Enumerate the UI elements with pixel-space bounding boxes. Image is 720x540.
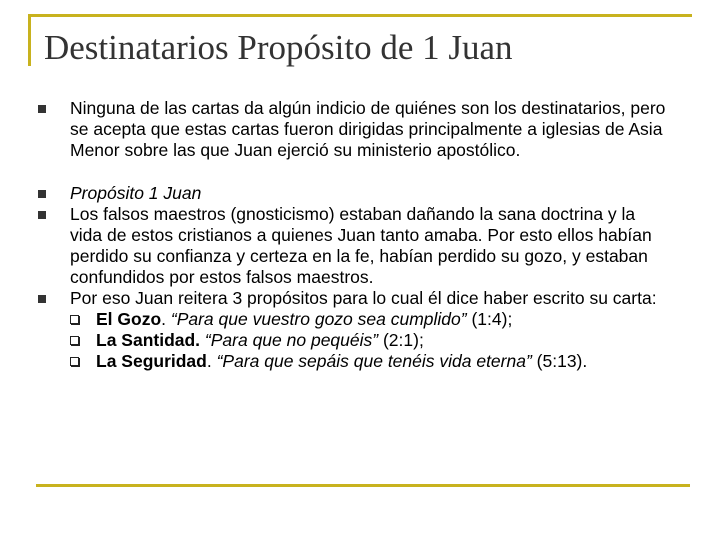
bullet-text: Ninguna de las cartas da algún indicio de quiénes son los destinatarios, pero se acepta que estas cartas fueron dirigidas principalmente a iglesias de Asia Menor sobre las que Juan ejerció su ministerio apostólico. [70,98,666,160]
frame-top-line [28,14,692,17]
bullet-proposito-heading [38,183,668,204]
frame-left-line [28,14,31,66]
sub-bullet-santidad [70,330,668,351]
bullet-text: Propósito 1 Juan [70,183,202,203]
square-bullet-icon [38,295,46,303]
square-bullet-icon [38,211,46,219]
bullet-tres-propositos [38,288,668,372]
checkbox-bullet-icon [70,336,79,345]
square-bullet-icon [38,105,46,113]
sub-bullet-gozo [70,309,668,330]
sub-bullet-label: La Santidad. [96,330,201,350]
bullet-text: Los falsos maestros (gnosticismo) estaban dañando la sana doctrina y la vida de estos cristianos a quienes Juan tanto amaba. Por esto ellos habían perdido su confianza y certeza en la fe, habían perdido su gozo, y estaban confundidos por estos falsos maestros. [70,204,652,287]
sub-bullet-quote: “Para que vuestro gozo sea cumplido” [170,309,467,329]
sub-bullet-quote: “Para que sepáis que tenéis vida eterna” [216,351,532,371]
bullet-list [38,98,668,372]
sub-bullet-label: La Seguridad [96,351,207,371]
sub-bullet-quote: “Para que no pequéis” [204,330,379,350]
bullet-text: Por eso Juan reitera 3 propósitos para lo cual él dice haber escrito su carta: [70,288,657,308]
square-bullet-icon [38,190,46,198]
bullet-falsos-maestros [38,204,668,288]
checkbox-bullet-icon [70,357,79,366]
checkbox-bullet-icon [70,315,79,324]
bullet-destinatarios [38,98,668,161]
sub-bullet-separator: . [206,351,217,371]
sub-bullet-reference: (2:1); [378,330,424,350]
sub-bullet-separator: . [161,309,171,329]
sub-bullet-seguridad [70,351,668,372]
sub-bullet-list [70,309,668,372]
frame-bottom-line [36,484,690,487]
sub-bullet-reference: (5:13). [531,351,588,371]
sub-bullet-reference: (1:4); [466,309,513,329]
slide-title: Destinatarios Propósito de 1 Juan [44,28,513,67]
sub-bullet-label: El Gozo [96,309,162,329]
